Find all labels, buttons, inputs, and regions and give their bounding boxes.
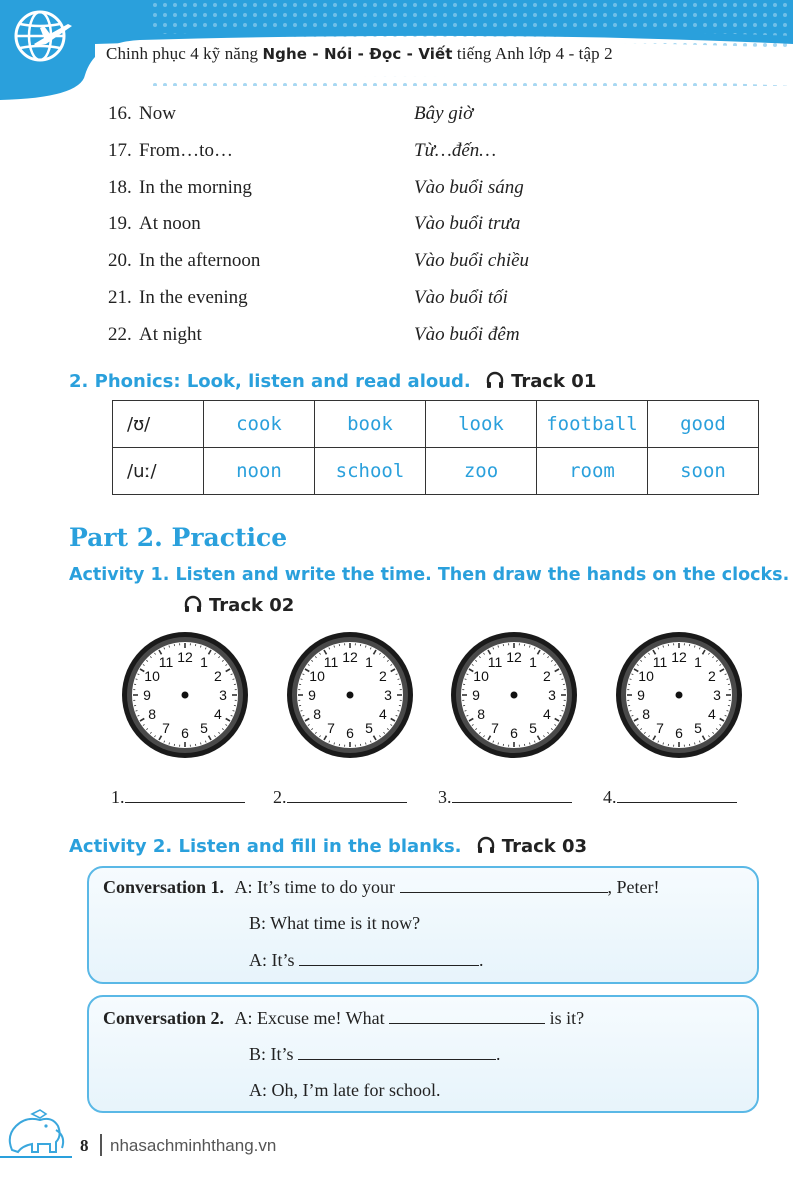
vocab-number: 18.	[108, 177, 132, 198]
clock-numeral: 1	[365, 654, 373, 671]
phonics-word: cook	[204, 401, 315, 448]
clock-center	[511, 692, 518, 699]
answer-number: 2.	[273, 787, 287, 807]
clock-numeral: 1	[200, 654, 208, 671]
clock-face[interactable]	[120, 630, 250, 760]
vocab-vietnamese: Vào buổi chiều	[414, 250, 530, 271]
ipa-symbol: /uː/	[113, 448, 204, 495]
conversation2-line1	[103, 1007, 584, 1029]
answer-line[interactable]	[452, 784, 572, 803]
page-header	[0, 0, 793, 100]
phonics-word: noon	[204, 448, 315, 495]
vocab-english: Now	[139, 103, 176, 124]
phonics-word: zoo	[426, 448, 537, 495]
activity2-heading-text: Activity 2. Listen and fill in the blanks.	[69, 836, 462, 857]
dialog-text: A: It’s	[249, 950, 300, 970]
clock-numeral: 2	[379, 668, 387, 684]
clock-center	[347, 692, 354, 699]
dialog-text: .	[496, 1044, 501, 1064]
clock-numeral: 9	[308, 687, 316, 703]
globe-airplane-icon	[10, 4, 74, 68]
fill-blank[interactable]	[400, 876, 608, 893]
clock-numeral: 11	[323, 654, 339, 671]
clock-numeral: 9	[472, 687, 480, 703]
conversation-label: Conversation 1.	[103, 877, 224, 897]
conversation-label: Conversation 2.	[103, 1008, 224, 1028]
phonics-word: football	[537, 401, 648, 448]
clock-numeral: 10	[309, 668, 325, 684]
clock-numeral: 3	[219, 687, 227, 703]
phonics-word: look	[426, 401, 537, 448]
activity1-heading: Activity 1. Listen and write the time. Then draw the hands on the clocks.	[69, 565, 790, 585]
elephant-icon	[2, 1106, 68, 1158]
headphones-icon	[183, 594, 203, 614]
vocab-number: 20.	[108, 250, 132, 271]
clock-numeral: 6	[346, 725, 354, 741]
clock-numeral: 9	[143, 687, 151, 703]
answer-blank[interactable]	[111, 784, 245, 808]
activity1-track[interactable]	[183, 594, 294, 616]
clock-numeral: 3	[384, 687, 392, 703]
title-skills: Nghe - Nói - Đọc - Viết	[262, 45, 453, 63]
vocab-row	[0, 324, 793, 354]
clock-numeral: 12	[342, 649, 358, 665]
vocab-number: 19.	[108, 213, 132, 234]
vocab-number: 16.	[108, 103, 132, 124]
title-suffix: tiếng Anh lớp 4 - tập 2	[452, 44, 613, 63]
fill-blank[interactable]	[389, 1007, 545, 1024]
clock-numeral: 2	[708, 668, 716, 684]
footer-website[interactable]: nhasachminhthang.vn	[110, 1136, 277, 1155]
dialog-text: A: Oh, I’m late for school.	[249, 1080, 441, 1100]
clock-numeral: 5	[529, 719, 537, 736]
vocab-row	[0, 177, 793, 207]
clock-numeral: 12	[177, 649, 193, 665]
clock-face[interactable]	[614, 630, 744, 760]
clock-numeral: 11	[652, 654, 668, 671]
vocab-english: In the afternoon	[139, 250, 261, 271]
vocab-english: In the evening	[139, 287, 248, 308]
answer-blank[interactable]	[603, 784, 737, 808]
vocab-vietnamese: Vào buổi trưa	[414, 213, 521, 234]
clock-center	[676, 692, 683, 699]
headphones-icon	[476, 835, 496, 855]
vocab-vietnamese: Vào buổi đêm	[414, 324, 520, 345]
headphones-icon	[485, 370, 505, 390]
clock-numeral: 10	[473, 668, 489, 684]
clock-numeral: 8	[642, 706, 650, 722]
phonics-word: book	[315, 401, 426, 448]
clock-numeral: 4	[214, 706, 222, 722]
dialog-text: , Peter!	[607, 877, 660, 897]
vocab-english: From…to…	[139, 140, 233, 161]
vocab-row	[0, 103, 793, 133]
phonics-word: good	[648, 401, 759, 448]
dialog-text: A: It’s time to do your	[234, 877, 400, 897]
vocab-english: At night	[139, 324, 202, 345]
part-title: Part 2. Practice	[69, 523, 288, 552]
clock-numeral: 8	[313, 706, 321, 722]
conversation2-line2	[249, 1043, 501, 1065]
phonics-word: soon	[648, 448, 759, 495]
vocab-number: 22.	[108, 324, 132, 345]
phonics-heading	[69, 370, 596, 392]
answer-line[interactable]	[617, 784, 737, 803]
conversation1-line3	[249, 949, 484, 971]
clock-numeral: 4	[379, 706, 387, 722]
clock-numeral: 5	[365, 719, 373, 736]
clock-numeral: 12	[671, 649, 687, 665]
page-number: 8	[80, 1136, 89, 1155]
clock-numeral: 7	[656, 719, 664, 736]
clock-numeral: 7	[327, 719, 335, 736]
clock-numeral: 9	[637, 687, 645, 703]
clock-face[interactable]	[449, 630, 579, 760]
clock-numeral: 6	[510, 725, 518, 741]
dialog-text: B: It’s	[249, 1044, 299, 1064]
vocab-row	[0, 250, 793, 280]
answer-number: 1.	[111, 787, 125, 807]
clock-numeral: 3	[713, 687, 721, 703]
vocab-vietnamese: Bây giờ	[414, 103, 474, 124]
vocab-row	[0, 213, 793, 243]
vocab-row	[0, 140, 793, 170]
clock-numeral: 11	[158, 654, 174, 671]
answer-blank[interactable]	[273, 784, 407, 808]
dialog-text: is it?	[545, 1008, 585, 1028]
activity2-track[interactable]	[476, 836, 587, 857]
ipa-symbol: /ʊ/	[113, 401, 204, 448]
vocab-english: At noon	[139, 213, 201, 234]
answer-line[interactable]	[287, 784, 407, 803]
clock-numeral: 7	[162, 719, 170, 736]
activity2-heading	[69, 835, 587, 857]
clock-numeral: 5	[694, 719, 702, 736]
clock-numeral: 10	[144, 668, 160, 684]
vocab-vietnamese: Từ…đến…	[414, 140, 497, 161]
clock-numeral: 7	[491, 719, 499, 736]
clock-numeral: 11	[487, 654, 503, 671]
clock-numeral: 2	[543, 668, 551, 684]
fill-blank[interactable]	[299, 949, 479, 966]
clock-center	[182, 692, 189, 699]
track-label: Track 01	[511, 371, 597, 392]
vocab-number: 21.	[108, 287, 132, 308]
footer-divider	[100, 1134, 102, 1156]
track-label: Track 03	[501, 836, 588, 857]
clock-numeral: 12	[506, 649, 522, 665]
fill-blank[interactable]	[298, 1043, 496, 1060]
table-row	[113, 448, 759, 495]
clock-numeral: 8	[148, 706, 156, 722]
phonics-heading-text: 2. Phonics: Look, listen and read aloud.	[69, 371, 471, 392]
clock-face[interactable]	[285, 630, 415, 760]
clock-numeral: 2	[214, 668, 222, 684]
clock-numeral: 10	[638, 668, 654, 684]
vocab-english: In the morning	[139, 177, 252, 198]
clock-numeral: 8	[477, 706, 485, 722]
vocab-number: 17.	[108, 140, 132, 161]
book-title	[106, 44, 613, 64]
answer-line[interactable]	[125, 784, 245, 803]
dialog-text: .	[479, 950, 484, 970]
title-prefix: Chinh phục 4 kỹ năng	[106, 44, 263, 63]
clock-numeral: 6	[675, 725, 683, 741]
clock-numeral: 6	[181, 725, 189, 741]
vocab-vietnamese: Vào buổi tối	[414, 287, 508, 308]
conversation1-line1	[103, 876, 659, 898]
phonics-word: room	[537, 448, 648, 495]
table-row	[113, 401, 759, 448]
clock-numeral: 4	[543, 706, 551, 722]
phonics-word: school	[315, 448, 426, 495]
clock-numeral: 1	[529, 654, 537, 671]
track-label: Track 02	[209, 595, 295, 616]
dialog-text: B: What time is it now?	[249, 913, 421, 933]
phonics-track[interactable]	[485, 371, 596, 392]
answer-number: 4.	[603, 787, 617, 807]
clock-numeral: 1	[694, 654, 702, 671]
phonics-table	[112, 400, 759, 495]
answer-blank[interactable]	[438, 784, 572, 808]
answer-number: 3.	[438, 787, 452, 807]
clock-numeral: 4	[708, 706, 716, 722]
vocab-row	[0, 287, 793, 317]
dialog-text: A: Excuse me! What	[234, 1008, 390, 1028]
footer-rule	[0, 1156, 72, 1158]
vocab-vietnamese: Vào buổi sáng	[414, 177, 524, 198]
clock-numeral: 3	[548, 687, 556, 703]
clock-numeral: 5	[200, 719, 208, 736]
